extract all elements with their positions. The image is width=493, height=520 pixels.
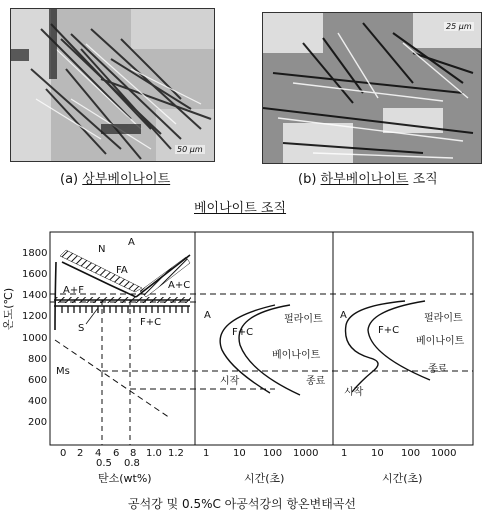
label-a-f: A+F <box>63 285 84 296</box>
label-bainite: 베이나이트 <box>272 350 321 361</box>
phase-diagram-frame <box>50 232 195 445</box>
x-tick-label: 1 <box>341 448 348 459</box>
lower-bainite-micrograph <box>262 12 482 164</box>
x-tick-label: 1000 <box>293 448 319 459</box>
x-tick-label: 10 <box>371 448 384 459</box>
label-start: 시작 <box>220 376 240 387</box>
label-f-c: F+C <box>378 325 400 336</box>
x-tick-label: 8 <box>130 448 137 459</box>
ttt-left-x-axis-label: 시간(초) <box>244 472 285 485</box>
label-a-top: A <box>128 237 135 248</box>
label-f-c: F+C <box>140 317 162 328</box>
label-pearlite: 펄라이트 <box>284 314 323 325</box>
y-tick-label: 200 <box>28 417 48 428</box>
x-tick-label: 1.2 <box>168 448 184 459</box>
phase-x-axis-label: 탄소(wt%) <box>98 472 152 485</box>
x-tick-label: 10 <box>233 448 246 459</box>
eutectoid-tick-marks <box>62 306 188 313</box>
label-ms: Ms <box>56 366 70 377</box>
upper-bainite-micrograph <box>10 8 215 162</box>
label-start: 시작 <box>344 387 364 398</box>
scale-bar-upper: 50 μm <box>177 145 203 154</box>
label-bainite: 베이나이트 <box>416 336 465 347</box>
ttt-right-x-tick-labels <box>341 448 456 459</box>
y-tick-label: 1800 <box>22 248 48 259</box>
x-tick-label: 1 <box>203 448 210 459</box>
x-tick-label: 0.8 <box>124 458 140 469</box>
x-tick-label: 2 <box>77 448 84 459</box>
figure-caption: 공석강 및 0.5%C 아공석강의 항온변태곡선 <box>128 497 357 511</box>
scale-bar-lower: 25 μm <box>446 22 472 31</box>
caption-lower-main: 하부베이나이트 <box>320 172 409 187</box>
caption-upper-prefix: (a) <box>60 172 79 187</box>
x-tick-label: 1.0 <box>146 448 162 459</box>
label-a: A <box>204 310 211 321</box>
label-s: S <box>78 323 85 334</box>
ttt-right-x-axis-label: 시간(초) <box>382 472 423 485</box>
section-title: 베이나이트 조직 <box>194 201 287 216</box>
y-tick-label: 1200 <box>22 311 48 322</box>
y-tick-label: 800 <box>28 354 48 365</box>
caption-lower-suffix: 조직 <box>412 172 438 187</box>
caption-lower-bainite <box>298 168 438 187</box>
label-end: 종료 <box>306 376 326 387</box>
label-n: N <box>98 244 106 255</box>
y-axis-label: 온도(℃) <box>2 287 15 330</box>
y-tick-label: 400 <box>28 396 48 407</box>
hatched-band-eutectoid <box>56 297 191 303</box>
caption-upper-main: 상부베이나이트 <box>82 172 171 187</box>
ttt-left-x-tick-labels <box>203 448 318 459</box>
y-tick-label: 1400 <box>22 290 48 301</box>
y-tick-labels <box>22 248 47 428</box>
ttt-left-frame <box>195 232 333 445</box>
x-tick-label: 0 <box>60 448 67 459</box>
ms-line <box>55 340 170 418</box>
label-a-c: A+C <box>168 280 191 291</box>
x-tick-label: 100 <box>401 448 421 459</box>
phase-x-tick-labels <box>60 448 184 469</box>
label-f-c: F+C <box>232 327 254 338</box>
x-tick-label: 0.5 <box>96 458 112 469</box>
label-end: 종료 <box>428 364 448 375</box>
y-tick-label: 600 <box>28 375 48 386</box>
x-tick-label: 6 <box>113 448 120 459</box>
caption-upper-bainite <box>60 168 170 187</box>
y-tick-label: 1600 <box>22 269 48 280</box>
label-pearlite: 펄라이트 <box>424 313 463 324</box>
caption-lower-prefix: (b) <box>298 172 317 187</box>
label-fa: FA <box>116 265 128 276</box>
y-tick-label: 1000 <box>22 333 48 344</box>
label-a: A <box>340 310 347 321</box>
hatched-band-ac <box>140 257 190 297</box>
transformation-diagram <box>0 225 493 520</box>
x-tick-label: 1000 <box>431 448 457 459</box>
x-tick-label: 100 <box>263 448 283 459</box>
x-tick-label: 4 <box>95 448 102 459</box>
